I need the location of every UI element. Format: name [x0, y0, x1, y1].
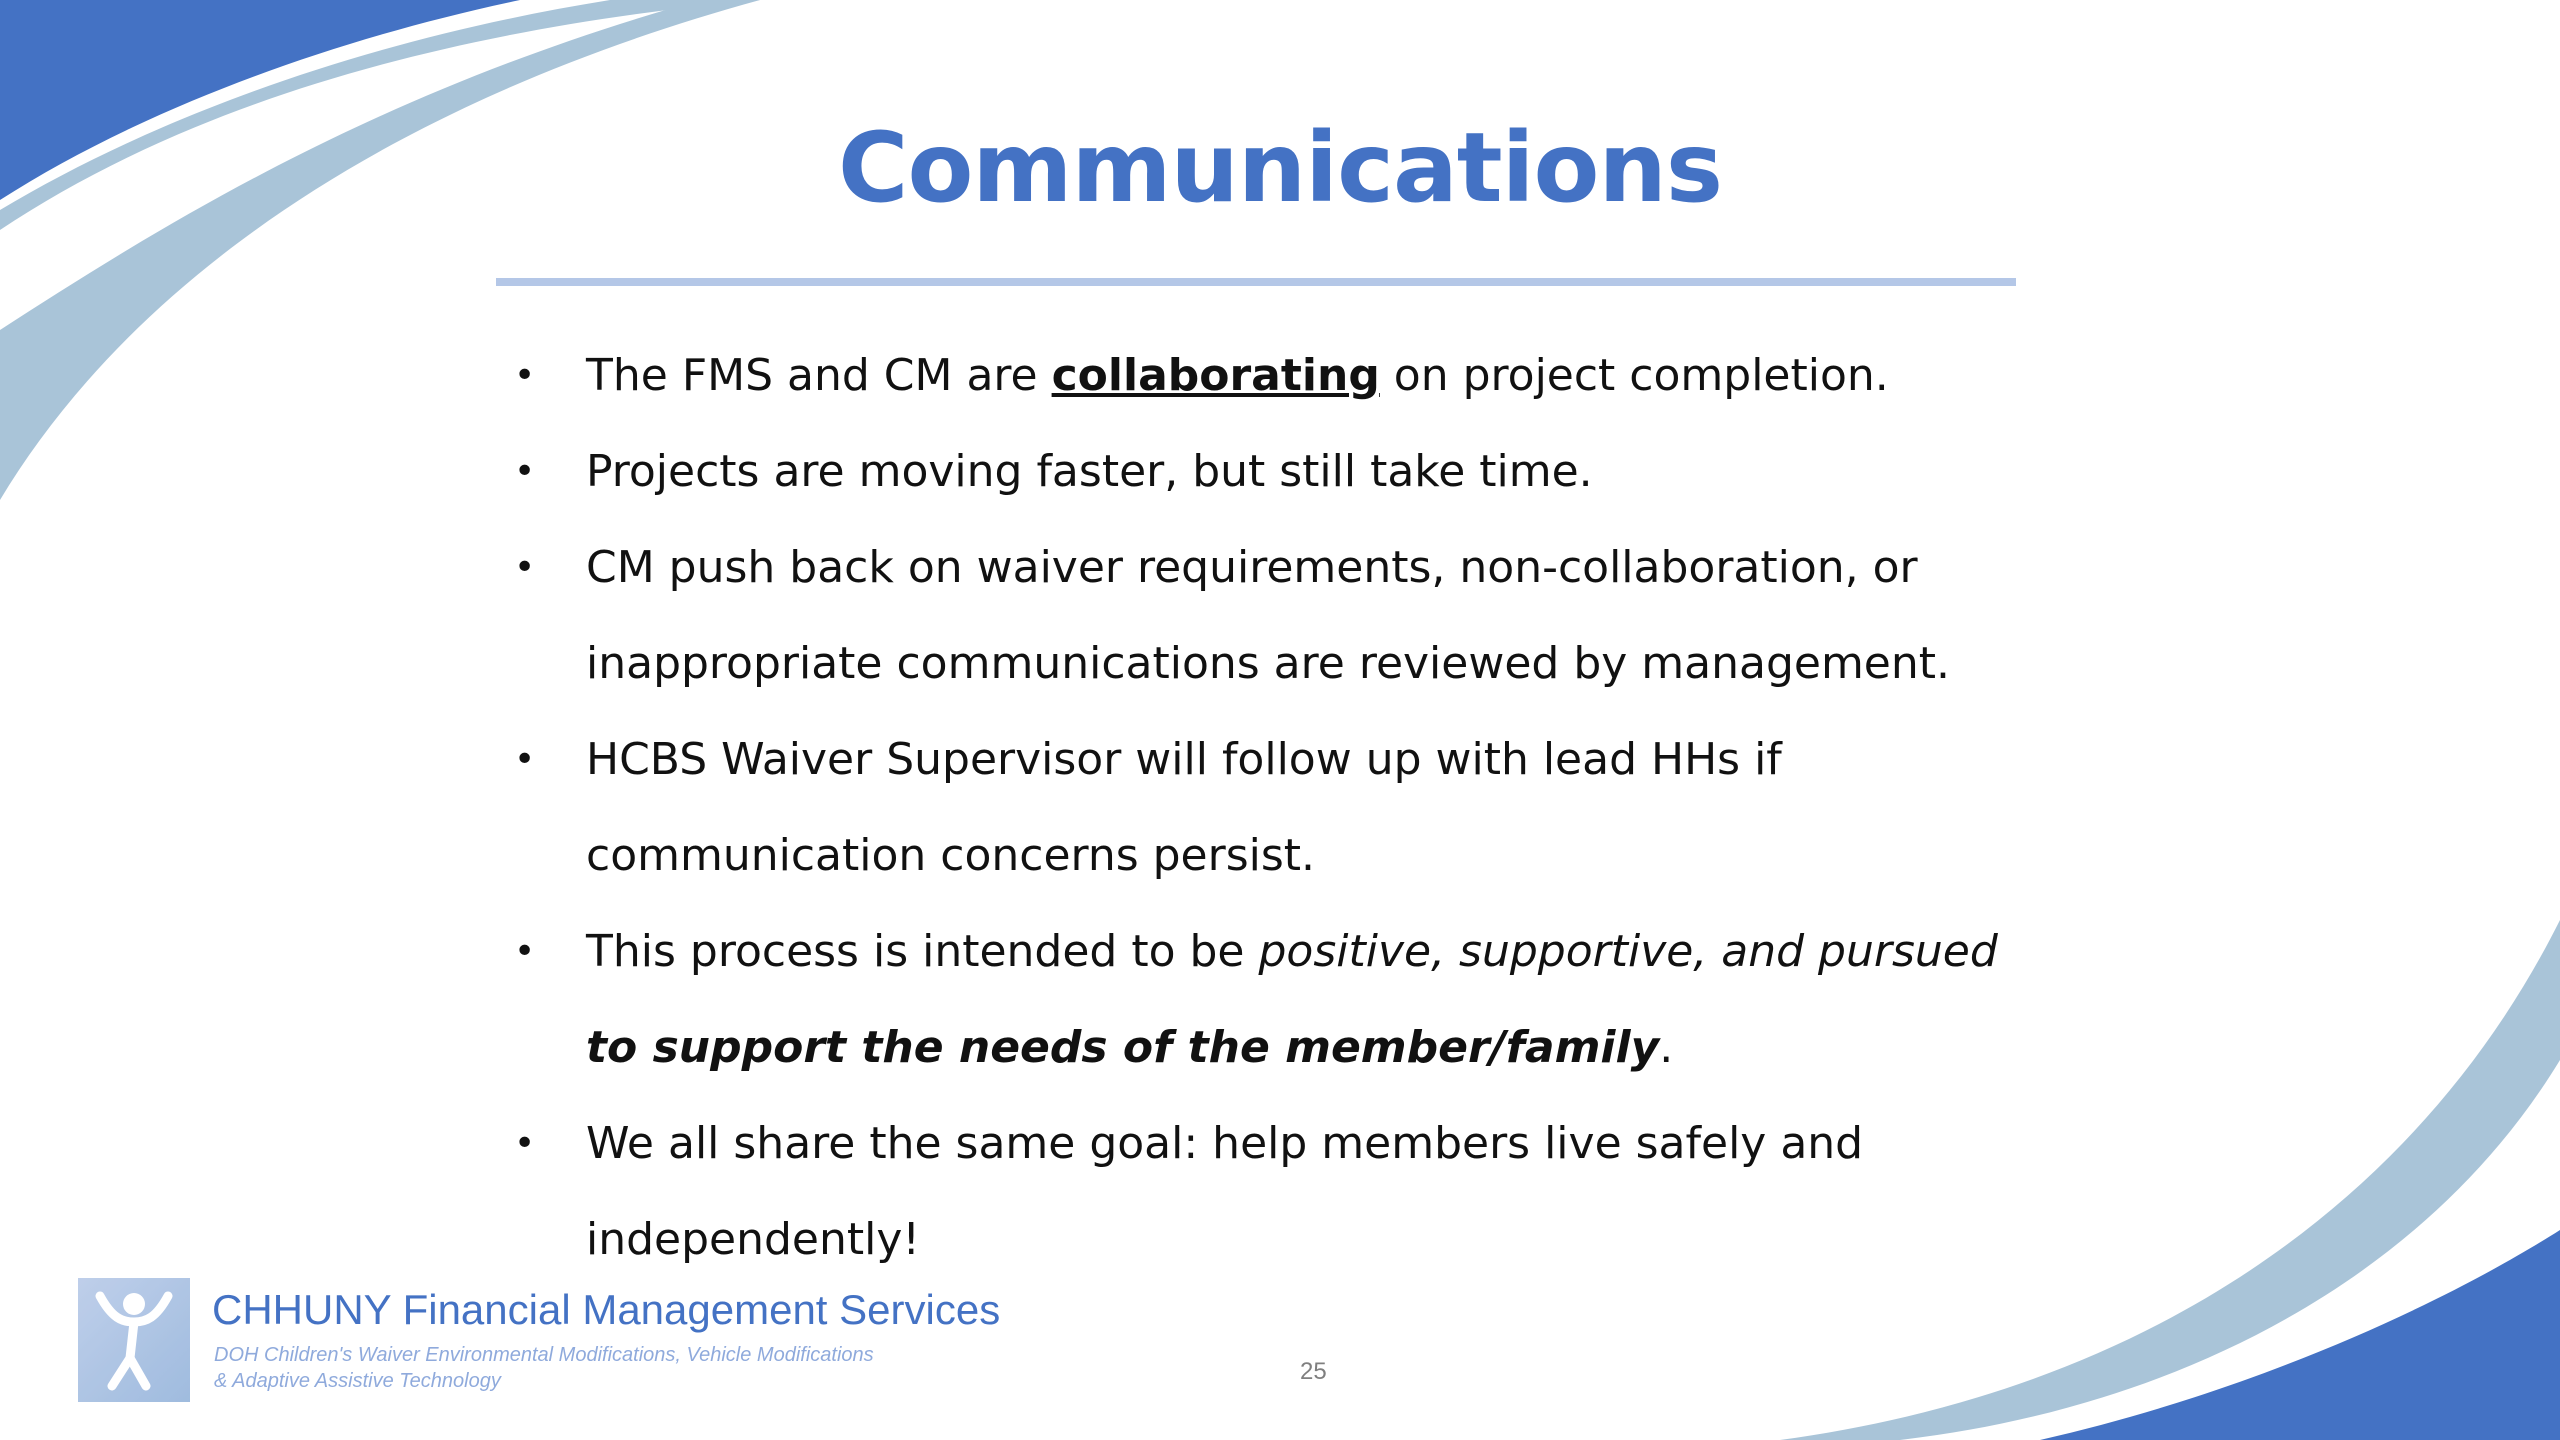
bullet-text-segment: collaborating [1051, 350, 1380, 401]
bullet-text-segment: CM push back on waiver requirements, non-collaboration, or inappropriate communications are reviewed by management. [586, 542, 1950, 689]
bullet-text-segment: HCBS Waiver Supervisor will follow up with lead HHs if communication concerns persist. [586, 734, 1796, 881]
bullet-text-segment: on project completion. [1379, 350, 1889, 401]
bullet-text-segment: to support the needs of the member/family [586, 926, 2014, 1073]
org-name: CHHUNY Financial Management Services [212, 1286, 1001, 1333]
bullet-text-segment: Projects are moving faster, but still take time. [586, 446, 1593, 497]
bullet-item [510, 424, 2050, 520]
bullet-dot-icon: • [514, 739, 536, 780]
bullet-text-segment: . [1659, 1022, 1674, 1073]
bullet-text-segment: positive, supportive, and pursued [1258, 926, 1998, 977]
bullet-item [510, 520, 2050, 712]
bullet-item [510, 328, 2050, 424]
bullet-dot-icon: • [514, 1123, 536, 1164]
bullet-text-segment: This process is intended to be [586, 926, 1259, 977]
bullet-item [510, 1096, 2050, 1288]
bullet-dot-icon: • [514, 931, 536, 972]
bullet-text-segment: We all share the same goal: help members live safely and independently! [586, 1118, 1878, 1265]
bullet-dot-icon: • [514, 451, 536, 492]
page-number: 25 [1300, 1358, 1327, 1385]
bullet-dot-icon: • [514, 355, 536, 396]
org-subtitle-line2: & Adaptive Assistive Technology [214, 1370, 501, 1392]
bullet-dot-icon: • [514, 547, 536, 588]
title-divider [496, 278, 2016, 286]
bullet-text-segment: The FMS and CM are [586, 350, 1052, 401]
person-figure-icon [78, 1278, 190, 1402]
org-subtitle [214, 1342, 874, 1394]
org-subtitle-line1: DOH Children's Waiver Environmental Modifications, Vehicle Modifications [214, 1344, 874, 1366]
bullet-item [510, 712, 2050, 904]
slide-title: Communications [838, 112, 1722, 224]
bullet-item [510, 904, 2050, 1096]
bullet-list [510, 328, 2050, 1288]
